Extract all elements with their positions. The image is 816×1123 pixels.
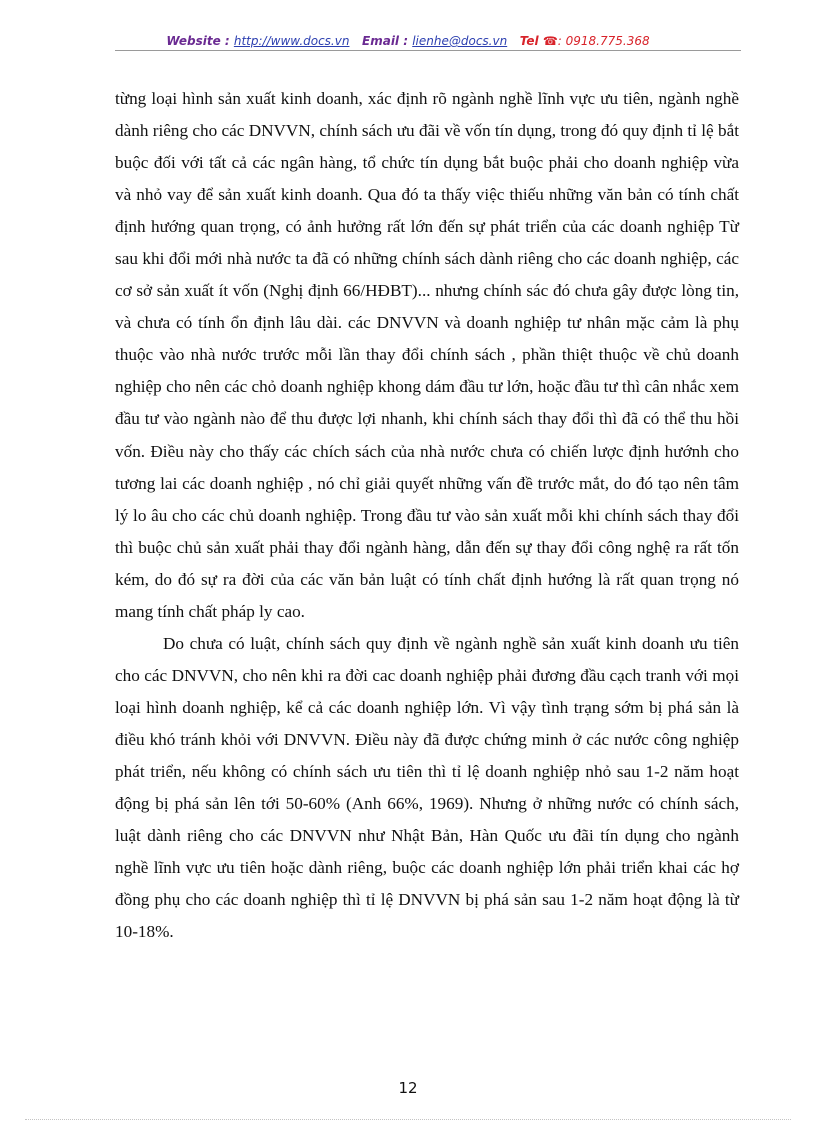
phone-icon: ☎	[542, 34, 558, 48]
tel-value: : 0918.775.368	[557, 34, 650, 48]
email-separator: :	[399, 34, 409, 48]
document-body	[115, 83, 739, 948]
website-label: Website :	[166, 34, 230, 48]
page-header	[0, 34, 816, 48]
tel-label: Tel	[519, 34, 539, 48]
paragraph-1: từng loại hình sản xuất kinh doanh, xác định rõ ngành nghề lĩnh vực ưu tiên, ngành nghề dành riêng cho các DNVVN, chính sách ưu đãi về vốn tín dụng, trong đó quy định tỉ lệ bắt buộc đối với tất cả các ngân hàng, tổ chức tín dụng bắt buộc phải cho doanh nghiệp vừa và nhỏ vay để sản xuất kinh doanh. Qua đó ta thấy việc thiếu những văn bản có tính chất định hướng quan trọng, có ảnh hưởng rất lớn đến sự phát triển của các doanh nghiệp Từ sau khi đổi mới nhà nước ta đã có những chính sách dành riêng cho các doanh nghiệp, các cơ sở sản xuất ít vốn (Nghị định 66/HĐBT)... nhưng chính sác đó chưa gây được lòng tin, và chưa có tính ổn định lâu dài. các DNVVN và doanh nghiệp tư nhân mặc cảm là phụ thuộc vào nhà nước trước mỗi lần thay đổi chính sách , phần thiệt thuộc về chủ doanh nghiệp cho nên các chỏ doanh nghiệp khong dám đầu tư lớn, hoặc đầu tư thì cân nhắc xem đầu tư vào ngành nào để thu được lợi nhanh, khi chính sách thay đổi thì đã có thể thu hồi vốn. Điều này cho thấy các chích sách của nhà nước chưa có chiến lược định hướnh cho tương lai các doanh nghiệp , nó chỉ giải quyết những vấn đề trước mắt, do đó tạo nên tâm lý lo âu cho các chủ doanh nghiệp. Trong đầu tư vào sản xuất mỗi khi chính sách thay đổi thì buộc chủ sản xuất phải thay đổi ngành hàng, dẫn đến sự thay đổi công nghệ ra rất tốn kém, do đó sự ra đời của các văn bản luật có tính chất định hướng là rất quan trọng nó mang tính chất pháp ly cao.	[115, 89, 739, 621]
paragraph-2: Do chưa có luật, chính sách quy định về ngành nghề sản xuất kinh doanh ưu tiên cho các DNVVN, cho nên khi ra đời cac doanh nghiệp phải đương đầu cạch tranh với mọi loại hình doanh nghiệp, kể cả các doanh nghiệp lớn. Vì vậy tình trạng sớm bị phá sản là điều khó tránh khỏi với DNVVN. Điều này đã được chứng minh ở các nước công nghiệp phát triển, nếu không có chính sách ưu tiên thì tỉ lệ doanh nghiệp nhỏ sau 1-2 năm hoạt động bị phá sản lên tới 50-60% (Anh 66%, 1969). Nhưng ở những nước có chính sách, luật dành riêng cho các DNVVN như Nhật Bản, Hàn Quốc ưu đãi tín dụng cho ngành nghề lĩnh vực ưu tiên hoặc dành riêng, buộc các doanh nghiệp lớn phải triển khai các hợ đồng phụ cho các doanh nghiệp thì tỉ lệ DNVVN bị phá sản sau 1-2 năm hoạt động là từ 10-18%.	[115, 633, 739, 942]
email-link[interactable]: lienhe@docs.vn	[412, 34, 508, 48]
website-link[interactable]: http://www.docs.vn	[233, 34, 350, 48]
header-divider	[115, 50, 741, 51]
footer-divider	[25, 1119, 791, 1120]
email-label: Email	[362, 34, 400, 48]
page-number: 12	[398, 1079, 418, 1097]
